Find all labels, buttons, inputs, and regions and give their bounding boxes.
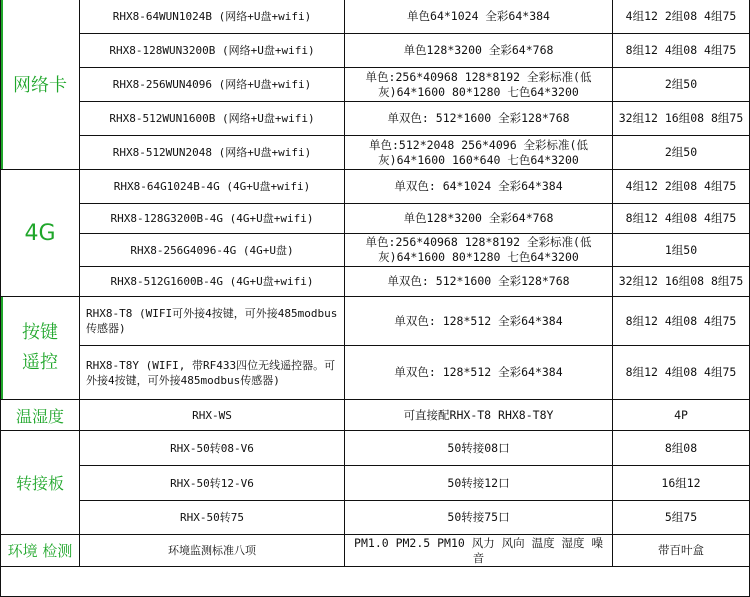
table-row-resolution: 单色128*3200 全彩64*768 [345,34,613,68]
table-row-groups: 8组08 [613,431,750,466]
table-row-groups: 8组12 4组08 4组75 [613,34,750,68]
table-row-resolution: 50转接12口 [345,466,613,501]
table-row-model: RHX8-512WUN1600B (网络+U盘+wifi) [80,102,345,136]
table-row-model: RHX8-512G1600B-4G (4G+U盘+wifi) [80,267,345,297]
table-row-groups: 16组12 [613,466,750,501]
table-row-groups: 8组12 4组08 4组75 [613,346,750,400]
table-row-groups: 4组12 2组08 4组75 [613,0,750,34]
table-row-resolution: 单双色: 128*512 全彩64*384 [345,297,613,346]
table-row-model: RHX-WS [80,400,345,431]
table-row-groups: 8组12 4组08 4组75 [613,297,750,346]
table-row-resolution: 单色:512*2048 256*4096 全彩标准(低灰)64*1600 160*640 七色64*3200 [345,136,613,170]
category-adapter-board: 转接板 [0,431,80,535]
empty-footer-row [0,567,750,597]
table-row-resolution: 单色128*3200 全彩64*768 [345,204,613,234]
table-row-groups: 2组50 [613,68,750,102]
category-env-detect: 环境 检测 [0,535,80,567]
table-row-resolution: 单双色: 512*1600 全彩128*768 [345,102,613,136]
table-row-groups: 8组12 4组08 4组75 [613,204,750,234]
table-row-resolution: 可直接配RHX-T8 RHX8-T8Y [345,400,613,431]
table-row-groups: 5组75 [613,501,750,535]
table-row-groups: 4组12 2组08 4组75 [613,170,750,204]
table-row-resolution: 单双色: 512*1600 全彩128*768 [345,267,613,297]
table-row-model: RHX8-128G3200B-4G (4G+U盘+wifi) [80,204,345,234]
table-row-model: 环境监测标准八项 [80,535,345,567]
table-row-model: RHX8-256WUN4096 (网络+U盘+wifi) [80,68,345,102]
category-4g: 4G [0,170,80,297]
table-row-resolution: 单色64*1024 全彩64*384 [345,0,613,34]
table-row-resolution: 50转接75口 [345,501,613,535]
table-row-resolution: 单双色: 128*512 全彩64*384 [345,346,613,400]
table-row-model: RHX8-64G1024B-4G (4G+U盘+wifi) [80,170,345,204]
category-network-card: 网络卡 [0,0,80,170]
table-row-resolution: 单色:256*40968 128*8192 全彩标准(低灰)64*1600 80*1280 七色64*3200 [345,68,613,102]
table-row-model: RHX8-T8Y (WIFI, 带RF433四位无线遥控器。可外接4按键，可外接485modbus传感器) [80,346,345,400]
table-row-groups: 32组12 16组08 8组75 [613,267,750,297]
table-row-model: RHX-50转75 [80,501,345,535]
table-row-model: RHX8-512WUN2048 (网络+U盘+wifi) [80,136,345,170]
table-row-groups: 2组50 [613,136,750,170]
table-row-resolution: PM1.0 PM2.5 PM10 风力 风向 温度 湿度 噪音 [345,535,613,567]
table-row-groups: 4P [613,400,750,431]
table-row-groups: 1组50 [613,234,750,267]
table-row-resolution: 50转接08口 [345,431,613,466]
category-temp-humidity: 温湿度 [0,400,80,431]
table-row-groups: 32组12 16组08 8组75 [613,102,750,136]
table-row-model: RHX8-64WUN1024B (网络+U盘+wifi) [80,0,345,34]
table-row-model: RHX-50转12-V6 [80,466,345,501]
table-row-model: RHX8-128WUN3200B (网络+U盘+wifi) [80,34,345,68]
table-row-model: RHX8-T8 (WIFI可外接4按键，可外接485modbus传感器) [80,297,345,346]
table-row-model: RHX-50转08-V6 [80,431,345,466]
table-row-model: RHX8-256G4096-4G (4G+U盘) [80,234,345,267]
table-row-groups: 带百叶盒 [613,535,750,567]
category-keypad-remote: 按键 遥控 [0,297,80,400]
table-row-resolution: 单色:256*40968 128*8192 全彩标准(低灰)64*1600 80*1280 七色64*3200 [345,234,613,267]
table-row-resolution: 单双色: 64*1024 全彩64*384 [345,170,613,204]
